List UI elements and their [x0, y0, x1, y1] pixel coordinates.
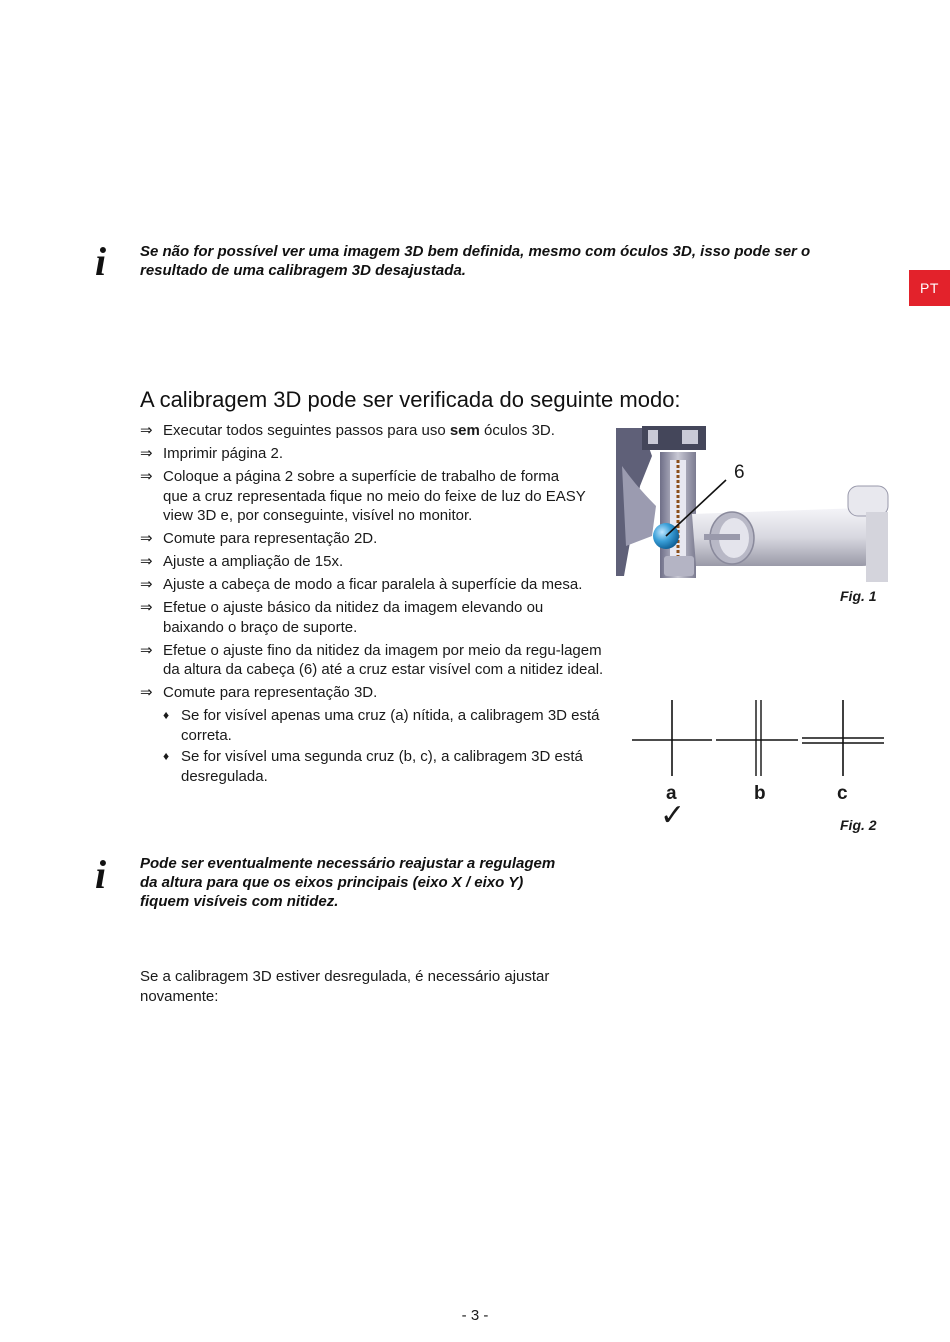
step-emphasis: sem	[449, 422, 480, 439]
diamond-bullet-icon: ♦	[163, 708, 170, 722]
step-text: óculos 3D.	[479, 422, 555, 439]
double-arrow-icon: ⇒	[140, 684, 153, 701]
list-item	[140, 683, 598, 703]
double-arrow-icon: ⇒	[140, 599, 153, 616]
double-arrow-icon: ⇒	[140, 553, 153, 570]
step-text: Comute para representação 3D.	[163, 684, 378, 701]
figure-1-caption: Fig. 1	[840, 588, 877, 604]
section-heading: A calibragem 3D pode ser verificada do seguinte modo:	[140, 387, 681, 412]
steps-list	[140, 421, 604, 788]
step-text: Ajuste a ampliação de 15x.	[163, 553, 344, 570]
list-item	[140, 706, 611, 745]
double-arrow-icon: ⇒	[140, 641, 153, 659]
double-arrow-icon: ⇒	[140, 576, 153, 593]
step-text: Efetue o ajuste fino da nitidez da imagem por meio da regu-lagem da altura da cabeça (6) até a cruz estar visível com a nitidez ideal.	[163, 641, 604, 678]
double-arrow-icon: ⇒	[140, 422, 153, 439]
info-note-middle	[140, 854, 610, 911]
figure-1-callout: 6	[734, 462, 745, 483]
info-icon: i	[95, 852, 107, 897]
bullet-text: Se for visível apenas uma cruz (a) nítida, a calibragem 3D está correta.	[181, 707, 600, 744]
info-note-top: Se não for possível ver uma imagem 3D bem definida, mesmo com óculos 3D, isso pode ser o resultado de uma calibragem 3D desajustada.	[140, 243, 811, 279]
figure-2-crosses	[630, 698, 888, 778]
closing-paragraph: Se a calibragem 3D estiver desregulada, é necessário ajustar novamente:	[140, 968, 550, 1005]
page-number: - 3 -	[461, 1307, 489, 1324]
list-item	[140, 552, 598, 572]
step-text: Executar todos seguintes passos para uso	[163, 422, 450, 439]
list-item	[140, 529, 598, 549]
note-line: da altura para que os eixos principais (eixo X / eixo Y)	[140, 874, 524, 891]
double-arrow-icon: ⇒	[140, 530, 153, 547]
step-text: Coloque a página 2 sobre a superfície de trabalho de forma que a cruz representada fique no meio do feixe de luz do EASY view 3D e, por conseguinte, visível no monitor.	[163, 468, 586, 524]
list-item	[140, 641, 613, 680]
bullet-text: Se for visível uma segunda cruz (b, c), a calibragem 3D está desregulada.	[181, 748, 583, 785]
step-text: Ajuste a cabeça de modo a ficar paralela à superfície da mesa.	[163, 576, 583, 593]
cross-label-a: a	[666, 783, 677, 804]
list-item	[140, 575, 588, 595]
cross-label-c: c	[837, 783, 848, 804]
note-line: fiquem visíveis com nitidez.	[140, 893, 339, 910]
info-icon: i	[95, 239, 107, 284]
step-text: Imprimir página 2.	[163, 445, 284, 462]
step-text: Comute para representação 2D.	[163, 530, 378, 547]
list-item	[140, 421, 598, 441]
note-line: Pode ser eventualmente necessário reajustar a regulagem	[140, 855, 556, 872]
checkmark-icon: ✓	[660, 798, 686, 833]
list-item	[140, 598, 608, 637]
figure-2-caption: Fig. 2	[840, 817, 877, 833]
list-item	[140, 444, 598, 464]
cross-label-b: b	[754, 783, 766, 804]
double-arrow-icon: ⇒	[140, 468, 153, 485]
diamond-bullet-icon: ♦	[163, 749, 170, 763]
list-item	[140, 747, 601, 786]
figure-1-illustration	[612, 426, 890, 582]
list-item	[140, 467, 588, 526]
step-text: Efetue o ajuste básico da nitidez da imagem elevando ou baixando o braço de suporte.	[163, 599, 544, 636]
language-tab: PT	[909, 270, 950, 306]
double-arrow-icon: ⇒	[140, 445, 153, 462]
